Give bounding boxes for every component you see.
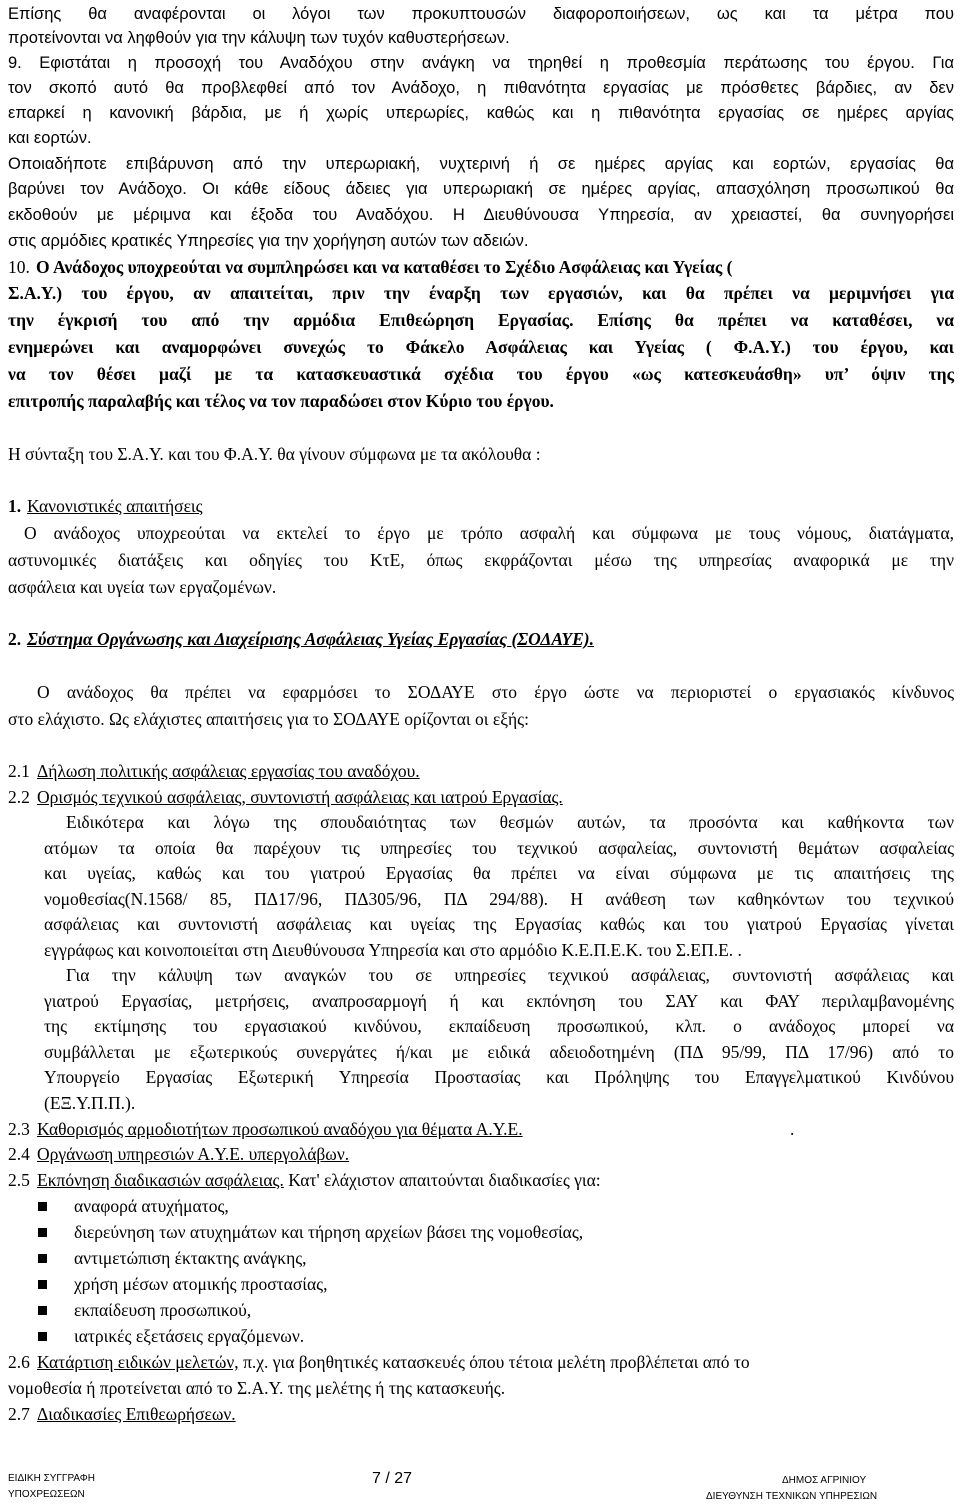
- s2-6-line: νομοθεσία ή προτείνεται από το Σ.Α.Υ. της μελέτης ή της κατασκευής.: [8, 1378, 506, 1398]
- square-bullet-icon: [38, 1332, 47, 1341]
- top-paragraph-line: προτείνονται να ληφθούν για την κάλυψη των τυχόν καθυστερήσεων.: [8, 29, 510, 47]
- s2-5-number: 2.5: [8, 1170, 30, 1190]
- s2-2-number: 2.2: [8, 787, 30, 807]
- item9-line: στις αρμόδιες κρατικές Υπηρεσίες για την χορήγηση αυτών των αδειών.: [8, 232, 529, 250]
- footer-right-line: ΔΙΕΥΘΥΝΣΗ ΤΕΧΝΙΚΩΝ ΥΠΗΡΕΣΙΩΝ: [706, 1491, 878, 1502]
- s2-5-bullet-item: χρήση μέσων ατομικής προστασίας,: [74, 1274, 328, 1294]
- s2-5-bullet-item: αναφορά ατυχήματος,: [74, 1196, 229, 1216]
- s2-6-number: 2.6: [8, 1352, 30, 1372]
- s2-1-heading: Δήλωση πολιτικής ασφάλειας εργασίας του αναδόχου.: [37, 761, 420, 781]
- s2-5-bullet-item: αντιμετώπιση έκτακτης ανάγκης,: [74, 1248, 307, 1268]
- item9-line: και εορτών.: [8, 129, 92, 147]
- item9-line: Οποιαδήποτε επιβάρυνση από την υπερωριακή, νυχτερινή ή σε ημέρες αργίας και εορτών, εργασίας θα: [8, 155, 954, 173]
- s2-2-line: εγγράφως και κοινοποιείται στη Διευθύνουσα Υπηρεσία και στο αρμόδιο Κ.Ε.Π.Ε.Κ. του Σ.ΕΠ.Ε. .: [44, 940, 742, 960]
- section1-line: ασφάλεια και υγεία των εργαζομένων.: [8, 577, 277, 597]
- s2-2-line: Για την κάλυψη των αναγκών του σε υπηρεσίες τεχνικού ασφάλειας, συντονιστή ασφάλειας και: [66, 965, 954, 985]
- square-bullet-icon: [38, 1254, 47, 1263]
- section2-line: Ο ανάδοχος θα πρέπει να εφαρμόσει το ΣΟΔΑΥΕ στο έργο ώστε να περιοριστεί ο εργασιακός κίνδυνος: [37, 682, 954, 702]
- s2-6-tail: π.χ. για βοηθητικές κατασκευές όπου τέτοια μελέτη προβλέπεται από το: [238, 1352, 750, 1372]
- s2-1-number: 2.1: [8, 761, 30, 781]
- s2-5-tail: Κατ' ελάχιστον απαιτούνται διαδικασίες για:: [283, 1170, 601, 1190]
- s2-5-bullet-item: ιατρικές εξετάσεις εργαζόμενων.: [74, 1326, 305, 1346]
- s2-2-line: Υπουργείο Εργασίας Εξωτερική Υπηρεσία Προστασίας και Πρόληψης του Επαγγελματικού Κινδύνου: [44, 1067, 954, 1087]
- s2-3-tail: .: [790, 1119, 795, 1139]
- s2-2-line: της εκτίμησης του εργασιακού κινδύνου, εκπαίδευση προσωπικού, κλπ. ο ανάδοχος μπορεί να: [44, 1016, 954, 1036]
- s2-5-heading: Εκπόνηση διαδικασιών ασφάλειας.: [37, 1170, 284, 1190]
- s2-2-line: ασφάλειας και συντονιστή ασφάλειας και υγείας της Εργασίας καθώς και του γιατρού Εργασίας γίνεται: [44, 914, 954, 934]
- item10-line: Σ.Α.Υ.) του έργου, αν απαιτείται, πριν την έναρξη των εργασιών, και θα πρέπει να μεριμνήσει για: [8, 283, 954, 303]
- s2-2-line: και υγείας, καθώς και του γιατρού Εργασίας θα πρέπει να είναι σύμφωνα με τις απαιτήσεις της: [44, 863, 954, 883]
- s2-6-heading: Κατάρτιση ειδικών μελετών,: [37, 1352, 239, 1372]
- section1-number: 1.: [8, 496, 22, 516]
- s2-7-heading: Διαδικασίες Επιθεωρήσεων.: [37, 1404, 236, 1424]
- s2-4-heading: Οργάνωση υπηρεσιών Α.Υ.Ε. υπεργολάβων.: [37, 1144, 350, 1164]
- s2-3-number: 2.3: [8, 1119, 30, 1139]
- top-paragraph-line: Επίσης θα αναφέρονται οι λόγοι των προκυπτουσών διαφοροποιήσεων, ως και τα μέτρα που: [8, 5, 954, 23]
- s2-2-line: νομοθεσίας(Ν.1568/ 85, ΠΔ17/96, ΠΔ305/96, ΠΔ 294/88). Η ανάθεση των καθηκόντων του τεχνικού: [44, 889, 954, 909]
- square-bullet-icon: [38, 1228, 47, 1237]
- item10-line: την έγκρισή του από την αρμόδια Επιθεώρηση Εργασίας. Επίσης θα πρέπει να καταθέσει, να: [8, 310, 954, 330]
- section2-line: στο ελάχιστο. Ως ελάχιστες απαιτήσεις για το ΣΟΔΑΥΕ ορίζονται οι εξής:: [8, 709, 529, 729]
- s2-2-line: συμβάλλεται με εξωτερικούς συνεργάτες ή/και με ειδικά αδειοδοτημένη (ΠΔ 95/99, ΠΔ 17/96) από το: [44, 1042, 954, 1062]
- square-bullet-icon: [38, 1280, 47, 1289]
- square-bullet-icon: [38, 1202, 47, 1211]
- s2-5-heading-line: [37, 1169, 601, 1191]
- item9-line: τον σκοπό αυτό θα προβλεφθεί από τον Ανάδοχο, η πιθανότητα εργασίας με πρόσθετες βάρδιες, αν δεν: [8, 79, 954, 97]
- item9-line: εκδοθούν με μέριμνα και έξοδα του Αναδόχου. Η Διευθύνουσα Υπηρεσία, αν χρειαστεί, θα συνηγορήσει: [8, 206, 954, 224]
- item10-line: να τον θέσει μαζί με τα κατασκευαστικά σχέδια του έργου «ως κατεσκευάσθη» υπ’ όψιν της: [8, 364, 954, 384]
- s2-2-line: (ΕΞ.Υ.Π.Π.).: [44, 1093, 136, 1113]
- s2-2-heading: Ορισμός τεχνικού ασφάλειας, συντονιστή ασφάλειας και ιατρού Εργασίας.: [37, 787, 563, 807]
- item9-line: βαρύνει τον Ανάδοχο. Οι κάθε είδους άδειες για υπερωριακή σε ημέρες αργίας, απασχόληση προσωπικού θα: [8, 180, 954, 198]
- section1-line: αστυνομικές διατάξεις και οδηγίες του ΚτΕ, όπως εκφράζονται μέσω της υπηρεσίας αναφορικά με την: [8, 550, 954, 570]
- section2-number: 2.: [8, 629, 22, 649]
- item9-line: επαρκεί η κανονική βάρδια, με ή χωρίς υπερωρίες, καθώς και η πιθανότητα εργασίας σε ημέρες αργίας: [8, 104, 954, 122]
- item10-line: Ο Ανάδοχος υποχρεούται να συμπληρώσει και να καταθέσει το Σχέδιο Ασφάλειας και Υγείας (: [36, 257, 733, 277]
- s2-5-bullet-item: διερεύνηση των ατυχημάτων και τήρηση αρχείων βάσει της νομοθεσίας,: [74, 1222, 584, 1242]
- footer-left-line: ΥΠΟΧΡΕΩΣΕΩΝ: [8, 1489, 85, 1500]
- item9-line: 9. Εφιστάται η προσοχή του Αναδόχου στην ανάγκη να τηρηθεί η προθεσμία περάτωσης του έργου. Για: [8, 54, 954, 72]
- item10-number: 10.: [8, 257, 30, 277]
- section2-heading: Σύστημα Οργάνωσης και Διαχείρισης Ασφάλειας Υγείας Εργασίας (ΣΟΔΑΥΕ).: [27, 629, 594, 649]
- section1-heading: Κανονιστικές απαιτήσεις: [27, 496, 203, 516]
- footer-right-line: ΔΗΜΟΣ ΑΓΡΙΝΙΟΥ: [782, 1475, 867, 1486]
- s2-6-line: [37, 1351, 750, 1373]
- item10-line: ενημερώνει και αναμορφώνει συνεχώς το Φάκελο Ασφάλειας και Υγείας ( Φ.Α.Υ.) του έργου, και: [8, 337, 954, 357]
- s2-5-bullet-item: εκπαίδευση προσωπικού,: [74, 1300, 252, 1320]
- square-bullet-icon: [38, 1306, 47, 1315]
- s2-3-heading: Καθορισμός αρμοδιοτήτων προσωπικού αναδόχου για θέματα Α.Υ.Ε.: [37, 1119, 523, 1139]
- s2-4-number: 2.4: [8, 1144, 30, 1164]
- section1-line: Ο ανάδοχος υποχρεούται να εκτελεί το έργο με τρόπο ασφαλή και σύμφωνα με τους νόμους, διατάγματα,: [24, 523, 954, 543]
- page-number: 7 / 27: [372, 1470, 413, 1487]
- s2-7-number: 2.7: [8, 1404, 30, 1424]
- s2-2-line: ατόμων τα οποία θα παρέχουν τις υπηρεσίες του τεχνικού ασφαλείας, συντονιστή θεμάτων ασφαλείας: [44, 838, 954, 858]
- footer-left-line: ΕΙΔΙΚΗ ΣΥΓΓΡΑΦΗ: [8, 1473, 95, 1484]
- s2-2-line: γιατρού Εργασίας, μετρήσεις, αναπροσαρμογή ή και εκπόνηση του ΣΑΥ και ΦΑΥ περιλαμβανομένης: [44, 991, 954, 1011]
- item10-line: επιτροπής παραλαβής και τέλος να τον παραδώσει στον Κύριο του έργου.: [8, 391, 554, 411]
- s2-2-line: Ειδικότερα και λόγω της σπουδαιότητας των θεσμών αυτών, τα προσόντα και καθήκοντα των: [66, 812, 954, 832]
- intro-line: Η σύνταξη του Σ.Α.Υ. και του Φ.Α.Υ. θα γίνουν σύμφωνα με τα ακόλουθα :: [8, 444, 541, 464]
